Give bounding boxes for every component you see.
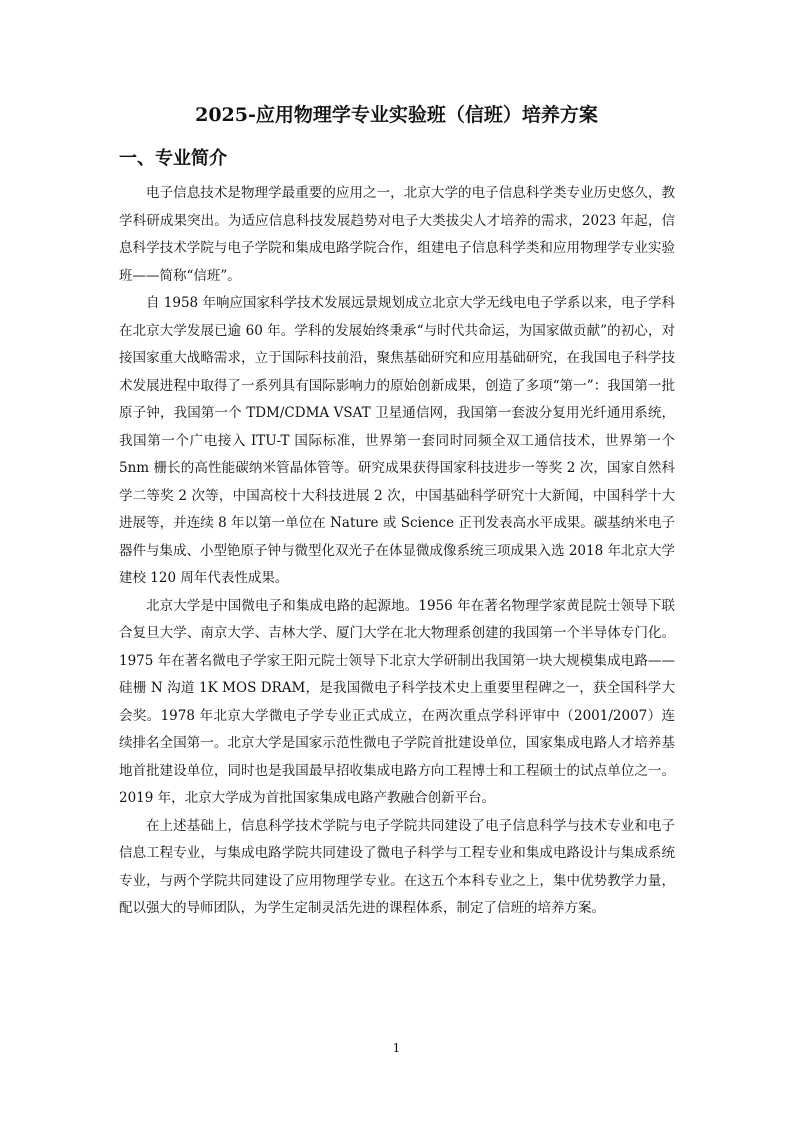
section-heading: 一、专业简介 (119, 148, 227, 169)
page-number: 1 (392, 1041, 401, 1055)
paragraph: 自 1958 年响应国家科学技术发展远景规划成立北京大学无线电电子学系以来，电子学科在北京大学发展已逾 60 年。学科的发展始终秉承“与时代共命运，为国家做贡献”的初心，对接国家重大战略需求，立于国际科技前沿，聚焦基础研究和应用基础研究，在我国电子科学技术发展进程中取得了一系列具有国际影响力的原始创新成果，创造了多项“第一”：我国第一批原子钟，我国第一个 TDM/CDMA VSAT 卫星通信网，我国第一套波分复用光纤通用系统，我国第一个广电接入 ITU-T 国际标准，世界第一套同时同频全双工通信技术，世界第一个 5nm 栅长的高性能碳纳米管晶体管等。研究成果获得国家科技进步一等奖 2 次，国家自然科学二等奖 2 次等，中国高校十大科技进展 2 次，中国基础科学研究十大新闻，中国科学十大进展等，并连续 8 年以第一单位在 Nature 或 Science 正刊发表高水平成果。碳基纳米电子器件与集成、小型铯原子钟与微型化双光子在体显微成像系统三项成果入选 2018 年北京大学建校 120 周年代表性成果。 (119, 295, 675, 586)
paragraph: 电子信息技术是物理学最重要的应用之一，北京大学的电子信息科学类专业历史悠久，教学科研成果突出。为适应信息科技发展趋势对电子大类拔尖人才培养的需求，2023 年起，信息科学技术学院与电子学院和集成电路学院合作，组建电子信息科学类和应用物理学专业实验班——简称“信班”。 (119, 185, 675, 284)
paragraph: 在上述基础上，信息科学技术学院与电子学院共同建设了电子信息科学与技术专业和电子信息工程专业，与集成电路学院共同建设了微电子科学与工程专业和集成电路设计与集成系统专业，与两个学院共同建设了应用物理学专业。在这五个本科专业之上，集中优势教学力量，配以强大的导师团队，为学生定制灵活先进的课程体系，制定了信班的培养方案。 (119, 817, 675, 916)
paragraph: 北京大学是中国微电子和集成电路的起源地。1956 年在著名物理学家黄昆院士领导下联合复旦大学、南京大学、吉林大学、厦门大学在北大物理系创建的我国第一个半导体专门化。1975 年在著名微电子学家王阳元院士领导下北京大学研制出我国第一块大规模集成电路——硅栅 N 沟道 1K MOS DRAM，是我国微电子科学技术史上重要里程碑之一，获全国科学大会奖。1978 年北京大学微电子学专业正式成立，在两次重点学科评审中（2001/2007）连续排名全国第一。北京大学是国家示范性微电子学院首批建设单位，国家集成电路人才培养基地首批建设单位，同时也是我国最早招收集成电路方向工程博士和工程硕士的试点单位之一。2019 年，北京大学成为首批国家集成电路产教融合创新平台。 (119, 597, 675, 806)
document-body (119, 180, 675, 923)
document-title: 2025-应用物理学专业实验班（信班）培养方案 (195, 104, 598, 126)
